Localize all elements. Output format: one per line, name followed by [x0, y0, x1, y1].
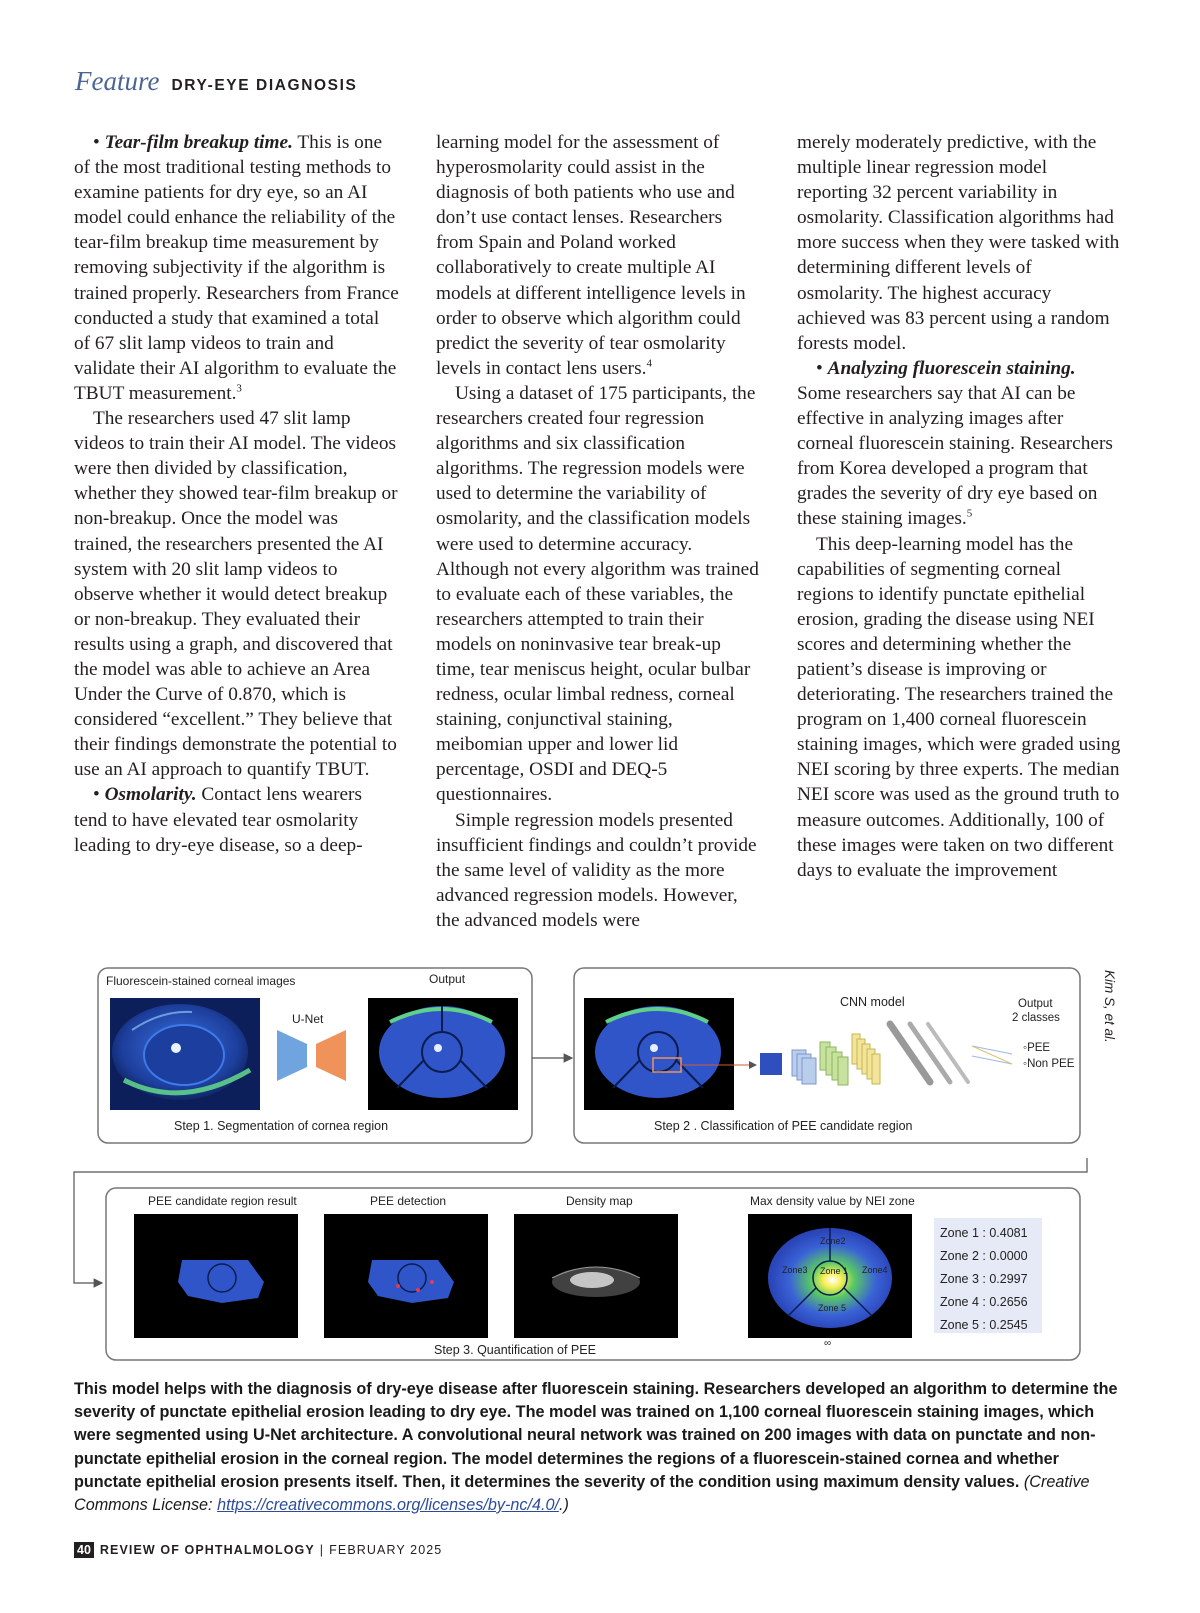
pipeline-diagram: [72, 960, 1128, 1370]
text-column-3: [797, 130, 1122, 883]
step1-input-label: Fluorescein-stained corneal images: [106, 974, 296, 988]
zone1-mark: Zone 1: [820, 1266, 849, 1276]
zone-value-1: Zone 1 : 0.4081: [940, 1226, 1028, 1240]
reference-5: 5: [966, 507, 973, 520]
infinity-mark: ∞: [824, 1338, 832, 1349]
step1-output-label: Output: [429, 972, 466, 986]
section-topic: DRY-EYE DIAGNOSIS: [171, 77, 358, 94]
panel-detection-label: PEE detection: [370, 1194, 447, 1208]
zone-values-table: [934, 1218, 1042, 1333]
paragraph-fluorescein: • Analyzing fluorescein staining. Some researchers say that AI can be effective in analyzing images after corneal fluorescein staining. Researchers from Korea developed a program that grades the severity of dry eye based on these staining images.$^5$: [797, 357, 1113, 530]
page-number: 40: [74, 1542, 94, 1558]
paragraph-fluorescein-text: Some researchers say that AI can be effective in analyzing images after corneal fluorescein staining. Researchers from Korea developed a program that grades the severity of dry eye based on these staining images.: [797, 382, 1113, 530]
footer-separator: |: [319, 1543, 325, 1557]
paragraph-tbut: • Tear-film breakup time. This is one of the most traditional testing methods to examine patients for dry eye, so an AI model could enhance the reliability of the tear-film breakup time measurement by removing subjectivity if the algorithm is trained properly. Researchers from France conducted a study that examined a total of 67 slit lamp videos to train and validate their AI algorithm to evaluate the TBUT measurement.$^3$: [74, 132, 399, 404]
pee-pipeline-figure: [72, 960, 1128, 1370]
credit-suffix: .): [558, 1496, 569, 1515]
panel-candidate-label: PEE candidate region result: [148, 1194, 297, 1208]
publication-name: REVIEW OF OPHTHALMOLOGY: [99, 1543, 315, 1557]
subhead-osmolarity: Osmolarity.: [104, 784, 197, 806]
caption-text: This model helps with the diagnosis of dry-eye disease after fluorescein staining. Researchers developed an algorithm to determine the severity of punctate epithelial erosion leading to dry eye. The model was trained on 1,100 corneal fluorescein staining images, which were segmented using U-Net architecture. A convolutional neural network was trained on 200 images with data on punctate and non-punctate epithelial erosion in the corneal region. The model determines the regions of a fluorescein-stained cornea and whether punctate epithelial erosion presents itself. Then, it determines the severity of the condition using maximum density values.: [74, 1380, 1118, 1491]
step3-caption: Step 3. Quantification of PEE: [434, 1343, 596, 1357]
paragraph-tbut-results: The researchers used 47 slit lamp videos to train their AI model. The videos were then divided by classification, whether they showed tear-film breakup or non-breakup. Once the model was trained, the researchers presented the AI system with 20 slit lamp videos to observe whether it would detect breakup or non-breakup. They evaluated their results using a graph, and discovered that the model was able to achieve an Area Under the Curve of 0.870, which is considered “excellent.” They believe that their findings demonstrate the potential to use an AI approach to quantify TBUT.: [74, 408, 398, 781]
cnn-model-label: CNN model: [840, 995, 905, 1009]
license-link[interactable]: https://creativecommons.org/licenses/by-nc/4.0/: [217, 1496, 559, 1515]
density-map-image: [514, 1214, 678, 1338]
zone-value-2: Zone 2 : 0.0000: [940, 1249, 1028, 1263]
issue-date: FEBRUARY 2025: [329, 1543, 443, 1557]
stained-eye-image: [110, 998, 260, 1110]
subhead-tbut: Tear-film breakup time.: [104, 132, 293, 153]
class-non-pee: ◦Non PEE: [1023, 1058, 1075, 1070]
zone4-mark: Zone4: [862, 1265, 888, 1275]
unet-encoder: [277, 1030, 307, 1081]
paragraph-tbut-text: This is one of the most traditional testing methods to examine patients for dry eye, so an AI model could enhance the reliability of the tear-film breakup time measurement by removing subjectivity if the algorithm is trained properly. Researchers from France conducted a study that examined a total of 67 slit lamp videos to train and validate their AI algorithm to evaluate the TBUT measurement.: [74, 132, 399, 404]
pee-detection-image: [324, 1214, 488, 1338]
zone-density-image: [748, 1214, 912, 1338]
candidate-result-image: [134, 1214, 298, 1338]
output-classes: 2 classes: [1012, 1012, 1060, 1024]
reference-3: 3: [236, 382, 242, 395]
zone-value-4: Zone 4 : 0.2656: [940, 1295, 1028, 1309]
step1-caption: Step 1. Segmentation of cornea region: [174, 1119, 389, 1133]
page-header: [75, 66, 357, 100]
panel-density-label: Density map: [566, 1194, 633, 1208]
output-title: Output: [1018, 998, 1053, 1010]
paragraph-osmolarity-cont: [436, 130, 761, 381]
zone-value-5: Zone 5 : 0.2545: [940, 1318, 1028, 1332]
text-column-1: [74, 130, 399, 858]
section-label: Feature: [75, 66, 160, 96]
step2-caption: Step 2 . Classification of PEE candidate region: [654, 1119, 913, 1133]
paragraph-osmolarity-cont-text: learning model for the assessment of hyperosmolarity could assist in the diagnosis of both patients who use and don’t use contact lenses. Researchers from Spain and Poland worked collaboratively to create multiple AI models at different intelligence levels in order to observe which algorithm could predict the severity of tear osmolarity levels in contact lens users.: [436, 132, 746, 379]
paragraph-regression: Simple regression models presented insufficient findings and couldn’t provide the same level of validity as the more advanced regression models. However, the advanced models were: [436, 809, 757, 931]
zone-value-3: Zone 3 : 0.2997: [940, 1272, 1028, 1286]
paragraph-deep-learning: This deep-learning model has the capabilities of segmenting corneal regions to identify punctate epithelial erosion, grading the disease using NEI scores and determining whether the patient’s disease is improving or deteriorating. The researchers trained the program on 1,400 corneal fluorescein staining images, which were graded using NEI scoring by three experts. The median NEI score was used as the ground truth to measure outcomes. Additionally, 100 of these images were taken on two different days to evaluate the improvement: [797, 533, 1121, 881]
unet-label: U-Net: [292, 1012, 324, 1026]
paragraph-osmolarity: • Osmolarity. Contact lens wearers tend to have elevated tear osmolarity leading to dry-eye disease, so a deep-: [74, 784, 363, 856]
cnn-layers: [760, 1024, 1012, 1085]
figure-caption: [74, 1378, 1128, 1517]
zone5-mark: Zone 5: [818, 1303, 847, 1313]
page-footer: [74, 1540, 442, 1560]
subhead-fluorescein: Analyzing fluorescein staining.: [827, 357, 1076, 379]
zone3-mark: Zone3: [782, 1265, 808, 1275]
text-column-2: [436, 130, 761, 933]
cornea-candidate-image: [584, 998, 734, 1110]
segmented-cornea-image: [368, 998, 518, 1110]
zone2-mark: Zone2: [820, 1236, 846, 1246]
paragraph-regression-cont: merely moderately predictive, with the multiple linear regression model reporting 32 percent variability in osmolarity. Classification algorithms had more success when they were tasked with determining different levels of osmolarity. The highest accuracy achieved was 83 percent using a random forests model.: [797, 132, 1120, 354]
unet-decoder: [316, 1030, 346, 1081]
paragraph-osmolarity-text: Contact lens wearers tend to have elevated tear osmolarity leading to dry-eye disease, so a deep-: [74, 784, 363, 856]
credit-prefix: (Creative Commons License:: [74, 1472, 1090, 1515]
figure-attribution-text: Kim S, et al.: [1102, 970, 1117, 1043]
panel-zone-label: Max density value by NEI zone: [750, 1194, 915, 1208]
paragraph-dataset: Using a dataset of 175 participants, the researchers created four regression algorithms and six classification algorithms. The regression models were used to determine the variability of osmolarity, and the classification models were used to determine accuracy. Although not every algorithm was trained to evaluate each of these variables, the researchers attempted to train their models on noninvasive tear break-up time, tear meniscus height, ocular bulbar redness, ocular limbal redness, corneal staining, conjunctival staining, meibomian upper and lower lid percentage, OSDI and DEQ-5 questionnaires.: [436, 382, 759, 806]
class-pee: ◦PEE: [1023, 1042, 1051, 1054]
reference-4: 4: [646, 357, 652, 370]
